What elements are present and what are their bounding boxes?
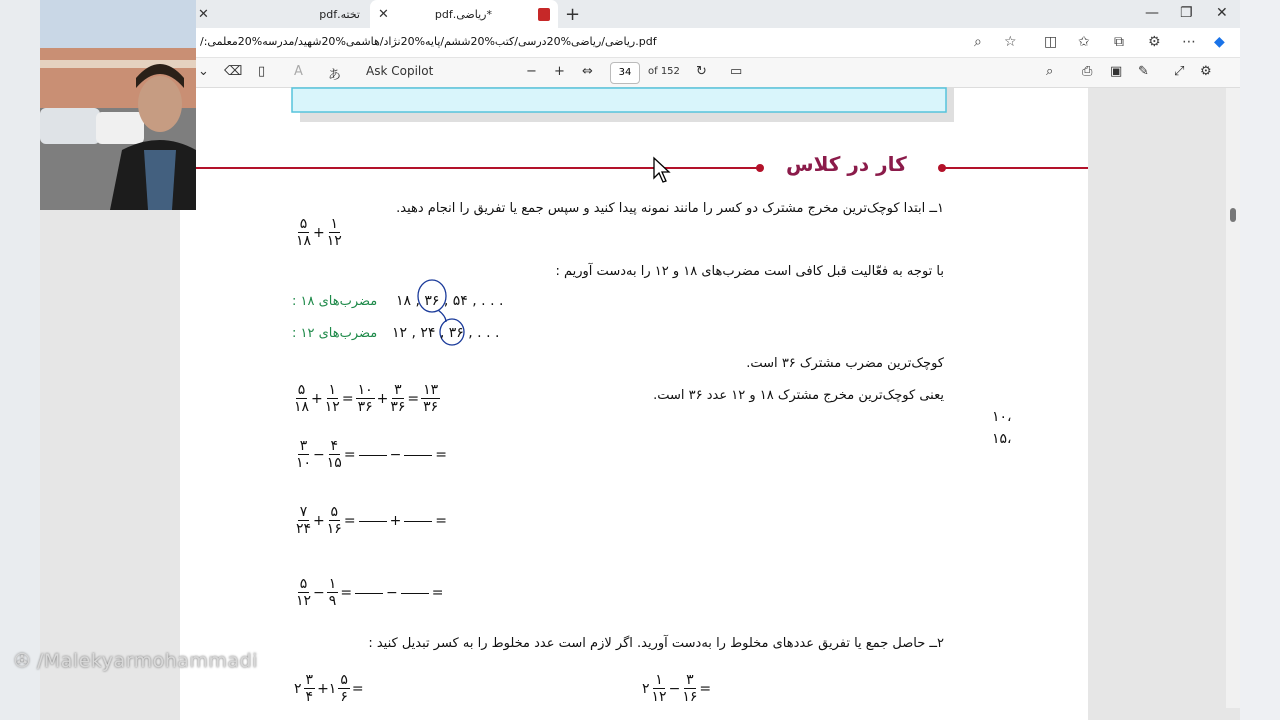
zoom-out-icon[interactable]: − bbox=[526, 64, 537, 79]
lcd-text: یعنی کوچک‌ترین مخرج مشترک ۱۸ و ۱۲ عدد ۳۶ است. bbox=[653, 388, 944, 403]
chevron-down-icon[interactable]: ⌄ bbox=[198, 64, 209, 79]
text-size-icon[interactable]: A bbox=[294, 64, 303, 79]
save-as-icon[interactable]: ✎ bbox=[1138, 64, 1149, 79]
section-dot-left bbox=[756, 164, 764, 172]
multiples-18-values: ۱۸ , ۳۶ , ۵۴ , . . . bbox=[396, 293, 504, 309]
close-icon[interactable]: ✕ bbox=[378, 6, 389, 22]
fullscreen-icon[interactable]: ⤢ bbox=[1174, 64, 1185, 79]
zoom-in-icon[interactable]: + bbox=[554, 64, 565, 79]
exercise-mixed-1: ۲ ۳ ۴ +۱ ۵ ۶ = bbox=[294, 672, 364, 705]
page-view-icon[interactable]: ▭ bbox=[730, 64, 743, 79]
search-icon[interactable]: ⌕ bbox=[1046, 64, 1054, 79]
lcm-text: کوچک‌ترین مضرب مشترک ۳۶ است. bbox=[746, 356, 944, 371]
eraser-icon[interactable]: ⌫ bbox=[224, 64, 243, 79]
url-field[interactable]: /:ریاضی/ریاضی%20درسی/کتب%20ششم/پایه%20نژاد/هاشمی%20شهید/مدرسه%20معلمی.pdf bbox=[200, 35, 657, 48]
film-reel-icon: ✇ bbox=[14, 650, 31, 672]
settings-gear-icon[interactable]: ⚙ bbox=[1200, 64, 1212, 79]
more-menu-icon[interactable]: ⋯ bbox=[1182, 34, 1196, 50]
zoom-icon[interactable]: ⌕ bbox=[974, 34, 982, 50]
translate-icon[interactable]: あ bbox=[328, 68, 342, 83]
window-close-icon[interactable]: ✕ bbox=[1216, 5, 1228, 21]
tab-strip bbox=[40, 0, 1240, 28]
pdf-icon bbox=[538, 8, 550, 21]
ask-copilot-button[interactable]: Ask Copilot bbox=[366, 64, 434, 78]
side-handwritten-note: ۱۰، ۱۵، bbox=[992, 409, 1012, 447]
close-icon[interactable]: ✕ bbox=[198, 6, 209, 22]
mouse-cursor-icon bbox=[653, 157, 671, 183]
save-icon[interactable]: ▣ bbox=[1110, 64, 1123, 79]
webcam-overlay bbox=[40, 0, 196, 210]
connector-mark bbox=[438, 310, 446, 322]
exercise-a: ۳ ۱۰ − ۴ ۱۵ = − = bbox=[296, 438, 448, 471]
page-number-input[interactable]: 34 bbox=[610, 62, 640, 84]
multiples-12-values: ۱۲ , ۲۴ , ۳۶ , . . . bbox=[392, 325, 500, 341]
pdf-page bbox=[180, 88, 1088, 720]
minimize-icon[interactable]: — bbox=[1145, 5, 1159, 21]
multiples-12-label: مضرب‌های ۱۲ : bbox=[292, 326, 378, 341]
rotate-icon[interactable]: ↻ bbox=[696, 64, 707, 79]
address-bar bbox=[40, 28, 1240, 58]
outer-right-margin bbox=[1240, 0, 1280, 720]
tab-title: تخته.pdf bbox=[319, 7, 360, 21]
print-icon[interactable]: ⎙ bbox=[1082, 64, 1093, 79]
pdf-viewer[interactable] bbox=[40, 88, 1240, 720]
pdf-toolbar bbox=[40, 58, 1240, 88]
favorite-star-icon[interactable]: ☆ bbox=[1004, 34, 1017, 50]
sidebar-toggle-icon[interactable]: ▯ bbox=[258, 64, 266, 79]
exercise-b: ۷ ۲۴ + ۵ ۱۶ = + = bbox=[296, 504, 448, 537]
collections-icon[interactable]: ⧉ bbox=[1114, 34, 1124, 50]
extensions-icon[interactable]: ⚙ bbox=[1148, 34, 1161, 50]
split-screen-icon[interactable]: ◫ bbox=[1044, 34, 1058, 50]
fraction: ۱ ۱۲ bbox=[326, 216, 342, 249]
outer-left-margin bbox=[0, 0, 40, 720]
copilot-icon[interactable]: ◆ bbox=[1214, 34, 1225, 50]
example-fractions: ۵ ۱۸ + ۱ ۱۲ bbox=[296, 216, 342, 249]
tab-riazi[interactable] bbox=[370, 0, 558, 28]
new-tab-icon[interactable]: + bbox=[565, 4, 581, 25]
tab-takhte[interactable] bbox=[190, 0, 368, 28]
multiples-18-label: مضرب‌های ۱۸ : bbox=[292, 294, 378, 309]
hint-text: با توجه به فعّالیت قبل کافی است مضرب‌های ۱۸ و ۱۲ را به‌دست آوریم : bbox=[555, 264, 944, 279]
page-total-label: of 152 bbox=[648, 66, 680, 77]
tab-title: *ریاضی.pdf bbox=[434, 7, 492, 21]
worked-example: ۵ ۱۸ + ۱ ۱۲ = ۱۰ ۳۶ + ۳ ۳۶ = ۱۳ ۳۶ bbox=[294, 382, 439, 415]
exercise-c: ۵ ۱۲ − ۱ ۹ = − = bbox=[296, 576, 444, 609]
vertical-scrollbar[interactable] bbox=[1226, 88, 1240, 708]
info-box bbox=[292, 88, 946, 112]
browser-window bbox=[40, 0, 1240, 720]
section-title: کار در کلاس bbox=[786, 152, 907, 176]
question-1-text: ۱ــ ابتدا کوچک‌ترین مخرج مشترک دو کسر را مانند نمونه پیدا کنید و سپس جمع یا تفریق را انجام دهید. bbox=[396, 201, 944, 216]
maximize-icon[interactable]: ❐ bbox=[1180, 5, 1193, 21]
fit-width-icon[interactable]: ⇔ bbox=[582, 64, 593, 79]
exercise-mixed-2: ۲ ۱ ۱۲ − ۳ ۱۶ = bbox=[642, 672, 712, 705]
webcam-image bbox=[40, 0, 196, 210]
question-2-text: ۲ــ حاصل جمع یا تفریق عددهای مخلوط را به‌دست آورید. اگر لازم است عدد مخلوط را به کسر تبدیل کنید : bbox=[368, 636, 944, 651]
channel-watermark: ✇ /Malekyarmohammadi bbox=[14, 650, 258, 672]
scrollbar-thumb[interactable] bbox=[1230, 208, 1236, 222]
favorites-icon[interactable]: ✩ bbox=[1078, 34, 1090, 50]
fraction: ۵ ۱۸ bbox=[296, 216, 312, 249]
